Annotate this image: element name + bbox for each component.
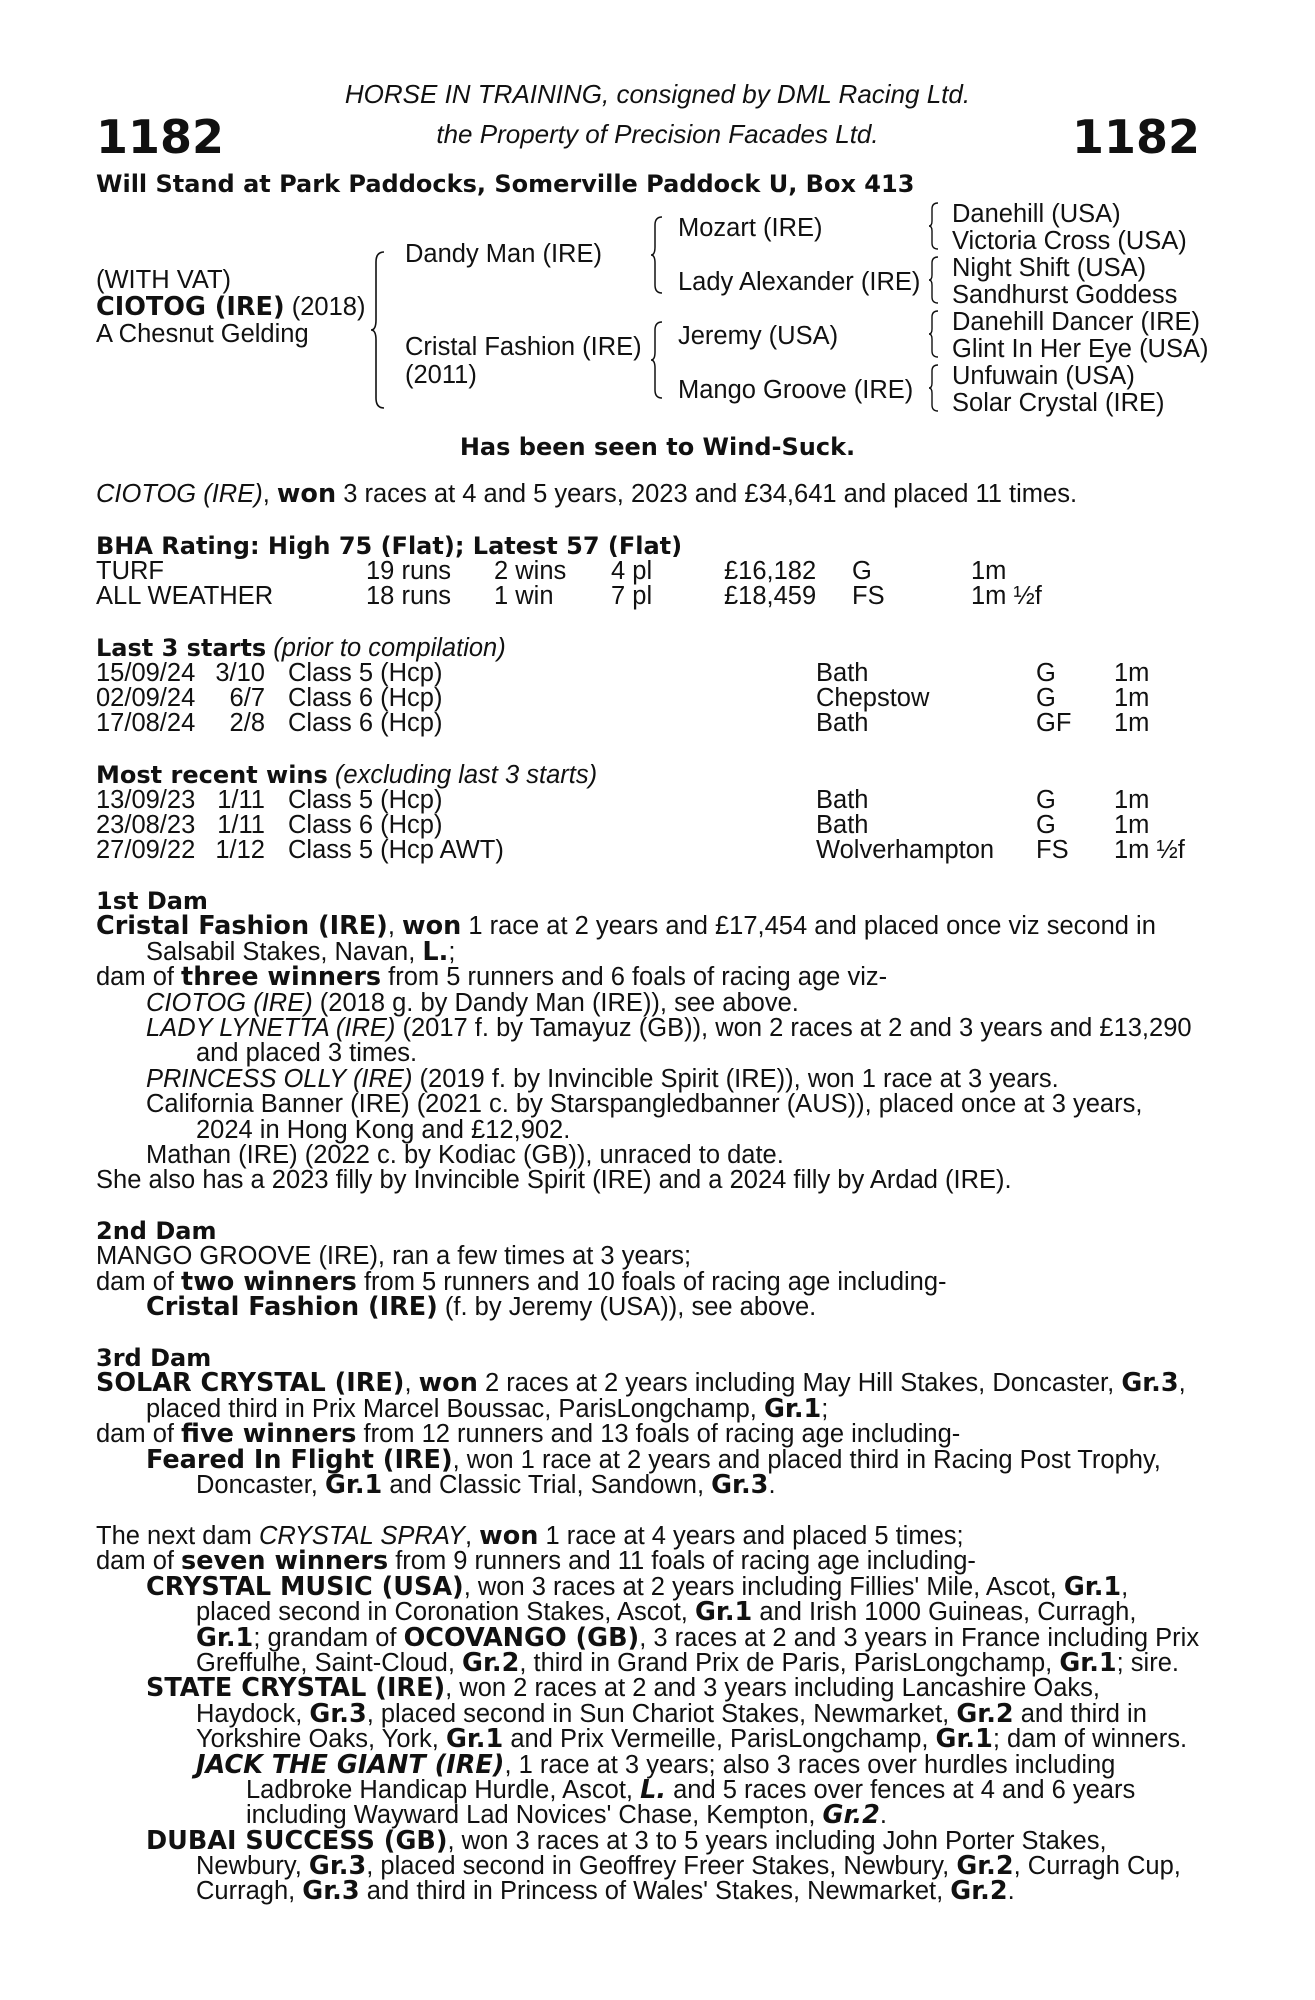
offspring-entry <box>96 1292 1200 1323</box>
first-dam-heading: 1st Dam <box>96 887 208 915</box>
punct: . <box>879 1801 887 1830</box>
grade-badge: Gr.1 <box>196 1622 254 1653</box>
offspring-entry-cont <box>96 1876 1200 1907</box>
third-dam-record-cont: placed third in Prix Marcel Boussac, ParisLongchamp, <box>146 1394 764 1423</box>
winners-count: two winners <box>181 1266 357 1297</box>
rating-runs: 19 runs <box>366 557 452 585</box>
offspring-text: ; sire. <box>1116 1648 1179 1677</box>
start-row <box>0 711 1315 737</box>
grade-badge: Gr.3 <box>302 1876 360 1907</box>
win-position: 1/11 <box>217 786 265 814</box>
last-starts-title: Last 3 starts <box>96 634 267 662</box>
third-dam-line-1: SOLAR CRYSTAL (IRE), won 2 races at 2 years including May Hill Stakes, Doncaster, Gr.3, <box>96 1368 1186 1399</box>
start-race: Class 5 (Hcp) <box>288 659 443 687</box>
offspring-entry-cont <box>96 1851 1200 1882</box>
rating-going: G <box>852 557 872 585</box>
offspring-text: , won 2 races at 2 and 3 years including Lancashire Oaks, <box>445 1674 1101 1703</box>
offspring-text: , won 3 races at 2 years including Fillies' Mile, Ascot, <box>463 1572 1064 1601</box>
pedigree-g8: Solar Crystal (IRE) <box>952 389 1165 417</box>
bha-rating-heading: BHA Rating: High 75 (Flat); Latest 57 (Flat) <box>96 532 683 560</box>
offspring-text: and Prix Vermeille, ParisLongchamp, <box>503 1725 936 1754</box>
win-race: Class 6 (Hcp) <box>288 811 443 839</box>
offspring-entry <box>96 1444 1200 1475</box>
punct: , <box>464 1522 480 1550</box>
consignment-line-1: HORSE IN TRAINING, consigned by DML Racing Ltd. <box>344 79 971 109</box>
offspring-text: , Curragh Cup, <box>1013 1852 1181 1881</box>
pedigree-dam: Cristal Fashion (IRE) <box>405 333 642 361</box>
pedigree-brace-dam <box>650 320 664 400</box>
offspring-text: , third in Grand Prix de Paris, ParisLongchamp, <box>519 1648 1060 1677</box>
win-course: Bath <box>816 786 869 814</box>
pedigree-brace-sire <box>650 215 664 295</box>
offspring-text: (2018 g. by Dandy Man (IRE)), see above. <box>312 988 799 1017</box>
win-distance: 1m <box>1114 811 1150 839</box>
offspring-entry-cont <box>96 1622 1200 1653</box>
offspring-text: and third in <box>1013 1699 1147 1728</box>
last-starts-heading <box>96 636 506 661</box>
grade-badge: Gr.2 <box>956 1698 1014 1729</box>
offspring-entry-cont: and placed 3 times. <box>196 1039 418 1068</box>
offspring-entry-cont <box>96 1698 1200 1729</box>
stabling-location: Will Stand at Park Paddocks, Somerville Paddock U, Box 413 <box>96 170 915 198</box>
grade-badge: Gr.1 <box>694 1597 753 1628</box>
start-position: 6/7 <box>229 684 265 712</box>
third-dam-heading: 3rd Dam <box>96 1344 212 1372</box>
offspring-text: (f. by Jeremy (USA)), see above. <box>437 1293 817 1322</box>
offspring-text: Greffulhe, Saint-Cloud, <box>196 1648 463 1677</box>
race-summary: CIOTOG (IRE), won 3 races at 4 and 5 years, 2023 and £34,641 and placed 11 times. <box>96 479 1078 509</box>
offspring-name: STATE CRYSTAL (IRE) <box>146 1673 446 1704</box>
winners-count: seven winners <box>181 1546 389 1577</box>
pedigree-brace-g2 <box>928 255 940 305</box>
grandchild-entry-cont <box>96 1774 1200 1805</box>
third-dam-section <box>96 1346 1200 1498</box>
win-going: FS <box>1036 836 1069 864</box>
second-dam-line-1: MANGO GROOVE (IRE), ran a few times at 3 years; <box>96 1242 692 1271</box>
horse-title <box>96 292 366 322</box>
offspring-name: Feared In Flight (IRE) <box>146 1444 453 1475</box>
first-dam-won: won <box>402 911 462 942</box>
offspring-text: ; grandam of <box>253 1623 404 1652</box>
recent-wins-heading <box>96 763 597 788</box>
grandchild-name: OCOVANGO (GB) <box>403 1622 640 1653</box>
listed-badge: L. <box>422 936 449 967</box>
punct: ; <box>821 1394 829 1423</box>
win-row <box>0 838 1315 864</box>
grade-badge: Gr.1 <box>935 1724 993 1755</box>
punct: , <box>1121 1572 1129 1601</box>
offspring-text: and 5 races over fences at 4 and 6 years <box>666 1775 1136 1804</box>
pedigree-sire-sire: Mozart (IRE) <box>678 214 823 242</box>
horse-description: A Chesnut Gelding <box>96 320 309 348</box>
win-going: G <box>1036 786 1056 814</box>
rating-surface: TURF <box>96 557 164 585</box>
rating-places: 4 pl <box>611 557 653 585</box>
lot-number-right: 1182 <box>1071 110 1200 164</box>
win-date: 13/09/23 <box>96 786 196 814</box>
offspring-text: (2019 f. by Invincible Spirit (IRE)), won 1 race at 3 years. <box>412 1064 1059 1093</box>
win-position: 1/12 <box>215 836 265 864</box>
dam-of-label: dam of <box>96 963 182 992</box>
rating-wins: 1 win <box>494 582 554 610</box>
win-going: G <box>1036 811 1056 839</box>
first-dam-section <box>96 889 1200 1194</box>
grade-badge: Gr.2 <box>950 1876 1008 1907</box>
pedigree-g4: Sandhurst Goddess <box>952 281 1178 309</box>
produce-text: from 9 runners and 11 foals of racing age including- <box>388 1547 976 1576</box>
recent-wins-note: (excluding last 3 starts) <box>334 761 598 789</box>
offspring-text: including Wayward Lad Novices' Chase, Kempton, <box>246 1801 823 1830</box>
offspring-entry <box>96 1673 1200 1704</box>
offspring-entry: Mathan (IRE) (2022 c. by Kodiac (GB)), unraced to date. <box>146 1140 784 1169</box>
win-date: 27/09/22 <box>96 836 196 864</box>
horse-name: CIOTOG (IRE) <box>96 292 285 322</box>
grade-badge: Gr.1 <box>445 1724 504 1755</box>
grade-badge: Gr.3 <box>711 1469 769 1500</box>
next-dam-record: 1 race at 4 years and placed 5 times; <box>538 1522 964 1550</box>
offspring-text: and Classic Trial, Sandown, <box>382 1470 712 1499</box>
start-going: G <box>1036 684 1056 712</box>
punct: . <box>1007 1877 1015 1906</box>
rating-wins: 2 wins <box>494 557 567 585</box>
punct: , <box>1178 1369 1186 1398</box>
consignment-line-2: the Property of Precision Facades Ltd. <box>436 119 879 149</box>
offspring-text: , placed second in Sun Chariot Stakes, Newmarket, <box>366 1699 957 1728</box>
produce-text: from 5 runners and 6 foals of racing age viz- <box>381 963 888 992</box>
offspring-entry <box>96 1571 1200 1602</box>
rating-distance: 1m ½f <box>971 582 1042 610</box>
pedigree-g3: Night Shift (USA) <box>952 254 1147 282</box>
offspring-text: Curragh, <box>196 1877 303 1906</box>
start-race: Class 6 (Hcp) <box>288 709 443 737</box>
pedigree-sire: Dandy Man (IRE) <box>405 240 602 268</box>
start-course: Bath <box>816 659 869 687</box>
offspring-entry-cont <box>96 1469 1200 1500</box>
pedigree-sire-dam: Lady Alexander (IRE) <box>678 268 921 296</box>
pedigree-brace-g4 <box>928 363 940 413</box>
start-distance: 1m <box>1114 684 1150 712</box>
rating-distance: 1m <box>971 557 1007 585</box>
grade-badge: Gr.1 <box>324 1469 383 1500</box>
produce-text: from 12 runners and 13 foals of racing age including- <box>356 1420 961 1449</box>
rating-prize: £18,459 <box>724 582 817 610</box>
grade-badge: Gr.2 <box>956 1851 1014 1882</box>
offspring-text: Haydock, <box>196 1699 310 1728</box>
last-starts-note: (prior to compilation) <box>273 634 506 662</box>
grade-badge: Gr.3 <box>1121 1368 1179 1399</box>
dam-of-label: dam of <box>96 1547 182 1576</box>
summary-horse-name: CIOTOG (IRE) <box>96 480 263 508</box>
summary-text: 3 races at 4 and 5 years, 2023 and £34,641 and placed 11 times. <box>336 480 1078 508</box>
listed-badge: L. <box>640 1774 667 1805</box>
offspring-name: PRINCESS OLLY (IRE) <box>146 1064 413 1093</box>
rating-going: FS <box>852 582 885 610</box>
start-date: 15/09/24 <box>96 659 196 687</box>
first-dam-name: Cristal Fashion (IRE) <box>96 911 388 942</box>
start-distance: 1m <box>1114 709 1150 737</box>
offspring-entry <box>96 1064 1200 1093</box>
offspring-name: DUBAI SUCCESS (GB) <box>146 1825 448 1856</box>
win-race: Class 5 (Hcp) <box>288 786 443 814</box>
winners-count: three winners <box>181 962 382 993</box>
offspring-entry-cont <box>96 1597 1200 1628</box>
offspring-name: CRYSTAL MUSIC (USA) <box>146 1571 464 1602</box>
grade-badge: Gr.1 <box>763 1393 822 1424</box>
offspring-entry <box>96 1013 1200 1042</box>
start-going: G <box>1036 659 1056 687</box>
pedigree-g7: Unfuwain (USA) <box>952 362 1135 390</box>
third-dam-record: 2 races at 2 years including May Hill Stakes, Doncaster, <box>477 1369 1122 1398</box>
offspring-text: , won 1 race at 2 years and placed third in Racing Post Trophy, <box>452 1445 1161 1474</box>
third-dam-name: SOLAR CRYSTAL (IRE) <box>96 1368 405 1399</box>
grade-badge: Gr.1 <box>1063 1571 1122 1602</box>
pedigree-brace-g1 <box>928 201 940 251</box>
first-dam-also: She also has a 2023 filly by Invincible Spirit (IRE) and a 2024 filly by Ardad (IRE). <box>96 1166 1012 1195</box>
win-course: Bath <box>816 811 869 839</box>
offspring-text: Newbury, <box>196 1852 309 1881</box>
rating-places: 7 pl <box>611 582 653 610</box>
offspring-text: placed second in Coronation Stakes, Ascot, <box>196 1598 695 1627</box>
offspring-text: (2017 f. by Tamayuz (GB)), won 2 races at 2 and 3 years and £13,290 <box>395 1013 1192 1042</box>
start-date: 02/09/24 <box>96 684 196 712</box>
win-distance: 1m <box>1114 786 1150 814</box>
start-course: Chepstow <box>816 684 930 712</box>
offspring-name: CIOTOG (IRE) <box>146 988 313 1017</box>
next-dam-intro: The next dam <box>96 1522 259 1550</box>
horse-year: (2018) <box>291 293 366 321</box>
rating-surface: ALL WEATHER <box>96 582 274 610</box>
first-dam-record: 1 race at 2 years and £17,454 and placed once viz second in <box>461 912 1156 941</box>
pedigree-g6: Glint In Her Eye (USA) <box>952 335 1209 363</box>
offspring-text: and Irish 1000 Guineas, Curragh, <box>752 1598 1137 1627</box>
start-race: Class 6 (Hcp) <box>288 684 443 712</box>
start-going: GF <box>1036 709 1072 737</box>
winners-count: five winners <box>181 1419 357 1450</box>
offspring-entry-cont: 2024 in Hong Kong and £12,902. <box>196 1115 571 1144</box>
offspring-text: , won 3 races at 3 to 5 years including John Porter Stakes, <box>447 1826 1107 1855</box>
rating-prize: £16,182 <box>724 557 817 585</box>
offspring-text: and third in Princess of Wales' Stakes, Newmarket, <box>359 1877 951 1906</box>
win-position: 1/11 <box>217 811 265 839</box>
wind-suck-notice: Has been seen to Wind-Suck. <box>459 433 856 461</box>
grade-badge: Gr.2 <box>822 1800 880 1831</box>
start-date: 17/08/24 <box>96 709 196 737</box>
offspring-entry <box>96 1825 1200 1856</box>
grade-badge: Gr.3 <box>309 1698 367 1729</box>
dam-of-label: dam of <box>96 1420 182 1449</box>
grade-badge: Gr.2 <box>462 1647 520 1678</box>
recent-wins-title: Most recent wins <box>96 761 328 789</box>
next-dam-won: won <box>479 1521 539 1551</box>
win-date: 23/08/23 <box>96 811 196 839</box>
pedigree-dam-year: (2011) <box>405 361 477 389</box>
summary-won: won <box>276 479 337 509</box>
offspring-entry: California Banner (IRE) (2021 c. by Starspangledbanner (AUS)), placed once at 3 years, <box>146 1090 1143 1119</box>
next-dam-name: CRYSTAL SPRAY <box>259 1522 465 1550</box>
punct: . <box>768 1470 776 1499</box>
win-race: Class 5 (Hcp AWT) <box>288 836 504 864</box>
offspring-text: , 3 races at 2 and 3 years in France including Prix <box>639 1623 1200 1652</box>
offspring-name: LADY LYNETTA (IRE) <box>146 1013 396 1042</box>
pedigree-brace-main <box>370 250 386 410</box>
rating-row <box>0 584 1315 610</box>
next-dam-section <box>96 1521 1200 1907</box>
start-position: 2/8 <box>229 709 265 737</box>
second-dam-section <box>96 1219 1200 1321</box>
second-dam-heading: 2nd Dam <box>96 1217 217 1245</box>
offspring-text: , 1 race at 3 years; also 3 races over hurdles including <box>504 1750 1116 1779</box>
offspring-entry <box>96 988 1200 1017</box>
pedigree-g1: Danehill (USA) <box>952 200 1121 228</box>
pedigree-brace-g3 <box>928 309 940 359</box>
start-course: Bath <box>816 709 869 737</box>
grandchild-name: JACK THE GIANT (IRE) <box>196 1749 505 1780</box>
pedigree-dam-sire: Jeremy (USA) <box>678 322 839 350</box>
grade-badge: Gr.3 <box>308 1851 367 1882</box>
grade-badge: Gr.1 <box>1059 1647 1117 1678</box>
first-dam-line-1: Cristal Fashion (IRE), won 1 race at 2 years and £17,454 and placed once viz second in <box>96 911 1156 942</box>
first-dam-punct: ; <box>448 937 456 966</box>
pedigree-g5: Danehill Dancer (IRE) <box>952 308 1201 336</box>
offspring-name: Cristal Fashion (IRE) <box>146 1292 438 1323</box>
pedigree-dam-dam: Mango Groove (IRE) <box>678 376 914 404</box>
produce-text: from 5 runners and 10 foals of racing age including- <box>356 1267 947 1296</box>
offspring-text: Doncaster, <box>196 1470 325 1499</box>
lot-number-left: 1182 <box>96 110 225 164</box>
win-course: Wolverhampton <box>816 836 995 864</box>
rating-runs: 18 runs <box>366 582 452 610</box>
offspring-text: , placed second in Geoffrey Freer Stakes, Newbury, <box>366 1852 957 1881</box>
dam-of-label: dam of <box>96 1267 182 1296</box>
first-dam-produce <box>96 962 1200 993</box>
start-distance: 1m <box>1114 659 1150 687</box>
offspring-text: Ladbroke Handicap Hurdle, Ascot, <box>246 1775 641 1804</box>
start-position: 3/10 <box>215 659 265 687</box>
first-dam-record-cont: Salsabil Stakes, Navan, <box>146 937 423 966</box>
pedigree-g2: Victoria Cross (USA) <box>952 227 1187 255</box>
third-dam-won: won <box>418 1368 478 1399</box>
vat-status: (WITH VAT) <box>96 266 232 294</box>
win-distance: 1m ½f <box>1114 836 1185 864</box>
offspring-text: Yorkshire Oaks, York, <box>196 1725 446 1754</box>
offspring-text: ; dam of winners. <box>992 1725 1188 1754</box>
